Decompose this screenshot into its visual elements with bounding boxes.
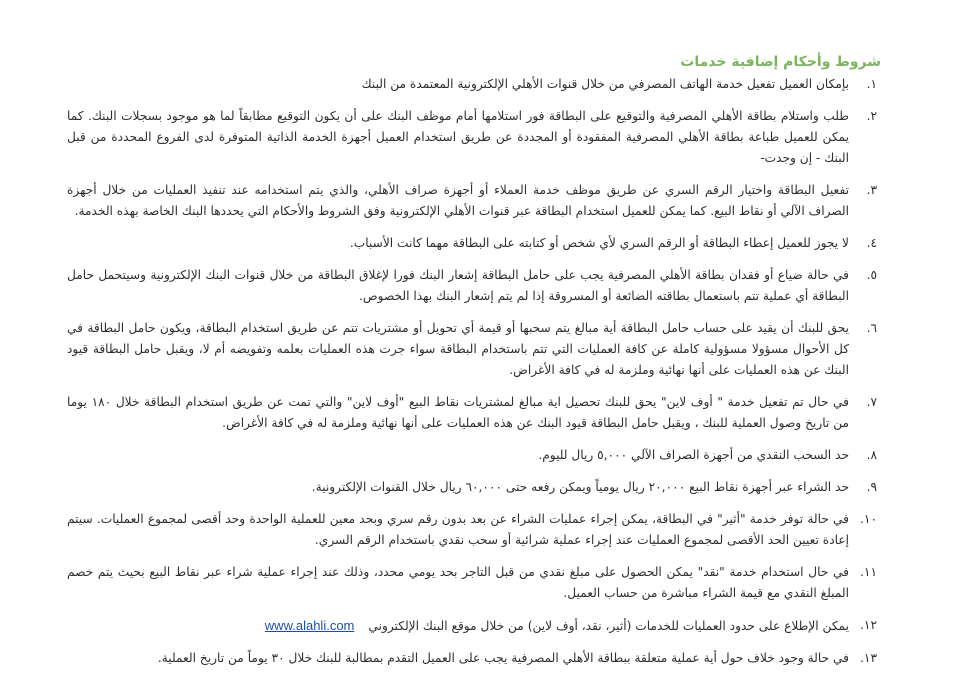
term-text: في حالة ضياع أو فقدان بطاقة الأهلي المصرفية يجب على حامل البطاقة إشعار البنك فورا لإغلاق البطاقة من خلال قنوات البنك الإلكترونية وسيتحمل حامل البطاقة أي عملية تتم باستعمال بطاقته الضائعة أو المسروقة إذا لم يتم إشعار البنك بهذا الخصوص.	[67, 268, 849, 303]
terms-document	[67, 52, 881, 669]
term-number: ١٢.	[860, 618, 877, 632]
bank-website-link[interactable]: www.alahli.com	[264, 618, 355, 633]
term-item-12	[67, 615, 881, 637]
term-number: ٥.	[866, 268, 877, 282]
term-text: طلب واستلام بطاقة الأهلي المصرفية والتوقيع على البطاقة فور استلامها أمام موظف البنك على أن يكون التوقيع مطابقاً لما هو موجود بسجلات البنك. كما يمكن للعميل طباعة بطاقة الأهلي المصرفية المفقودة أو المجددة عن طريق استخدام العميل أجهزة الخدمة الذاتية المتوفرة لدى الفروع المحددة من قبل البنك - إن وجدت-	[67, 109, 849, 165]
terms-list	[67, 74, 881, 669]
term-text: تفعيل البطاقة واختيار الرقم السري عن طريق موظف خدمة العملاء أو أجهزة صراف الأهلي، والذي يتم استخدامه عند تنفيذ العمليات من خلال أجهزة الصراف الآلي أو نقاط البيع. كما يمكن للعميل استخدام البطاقة عبر قنوات الأهلي الإلكترونية وفق الشروط والأحكام التي يحددها البنك الخاصة بهذه الخدمة.	[67, 183, 849, 218]
term-item-1	[67, 74, 881, 95]
term-item-9	[67, 477, 881, 498]
term-item-5	[67, 265, 881, 307]
term-text: في حال تم تفعيل خدمة " أوف لاين" يحق للبنك تحصيل اية مبالغ لمشتريات نقاط البيع "أوف لاين" والتي تمت عن طريق استخدام البطاقة خلال ١٨٠ يوما من تاريخ وصول العملية للبنك ، ويقبل حامل البطاقة قيود البنك عن هذه العمليات على أنها نهائية وملزمة له في كافة الأغراض.	[67, 395, 849, 430]
term-number: ٧.	[866, 395, 877, 409]
term-item-6	[67, 318, 881, 381]
term-text: بإمكان العميل تفعيل خدمة الهاتف المصرفي من خلال قنوات الأهلي الإلكترونية المعتمدة من البنك	[361, 77, 849, 91]
term-text: لا يجوز للعميل إعطاء البطاقة أو الرقم السري لأي شخص أو كتابته على البطاقة مهما كانت الأسباب.	[349, 236, 849, 250]
term-number: ١٣.	[860, 651, 877, 665]
term-item-11	[67, 562, 881, 604]
term-item-4	[67, 233, 881, 254]
term-text	[67, 615, 849, 637]
term-number: ١١.	[860, 565, 877, 579]
term-item-13	[67, 648, 881, 669]
term-number: ٩.	[866, 480, 877, 494]
term-item-7	[67, 392, 881, 434]
term-text: في حالة توفر خدمة "أثير" في البطاقة، يمكن إجراء عمليات الشراء عن بعد بدون رقم سري وبحد معين للعملية الواحدة وحد أقصى لمجموع العمليات. سيتم إعادة تعيين الحد الأقصى لمجموع العمليات عند إجراء عملية شرائية أو سحب نقدي باستخدام الرقم السري.	[67, 512, 849, 547]
term-text: في حالة وجود خلاف حول أية عملية متعلقة ببطاقة الأهلي المصرفية يجب على العميل التقدم بمطالبة للبنك خلال ٣٠ يوماً من تاريخ العملية.	[157, 651, 849, 665]
term-item-10	[67, 509, 881, 551]
term-item-8	[67, 445, 881, 466]
term-item-3	[67, 180, 881, 222]
term-text: يحق للبنك أن يقيد على حساب حامل البطاقة أية مبالغ يتم سحبها أو قيمة أي تحويل أو مشتريات تتم عن طريق استخدام البطاقة، ويكون حامل البطاقة في كل الأحوال مسؤولا مسؤولية كاملة عن كافة العمليات التي تتم باستخدام البطاقة سواء جرت هذه العمليات بعلمه وتفويضه أم لا، ويقبل حامل البطاقة قيود البنك عن هذه العمليات على أنها نهائية وملزمة له في كافة الأغراض.	[67, 321, 849, 377]
term-text-body: يمكن الإطلاع على حدود العمليات للخدمات (أثير، نقد، أوف لاين) من خلال موقع البنك الإلكتروني	[368, 619, 849, 633]
term-text: في حال استخدام خدمة "نقد" يمكن الحصول على مبلغ نقدي من قبل التاجر بحد يومي محدد، وذلك عند إجراء عملية شراء عبر نقاط البيع بحيث يتم خصم المبلغ النقدي مع قيمة الشراء مباشرة من حساب العميل.	[67, 565, 849, 600]
term-item-2	[67, 106, 881, 169]
term-number: ٢.	[866, 109, 877, 123]
term-text: حد الشراء عبر أجهزة نقاط البيع ٢٠,٠٠٠ ريال يومياً ويمكن رفعه حتى ٦٠,٠٠٠ ريال خلال القنوات الإلكترونية.	[311, 480, 849, 494]
term-number: ٨.	[866, 448, 877, 462]
term-number: ١.	[866, 77, 877, 91]
term-number: ٤.	[866, 236, 877, 250]
term-text: حد السحب النقدي من أجهزة الصراف الآلي ٥,٠٠٠ ريال لليوم.	[538, 448, 849, 462]
section-title: شروط وأحكام إضافية خدمات	[680, 54, 881, 70]
term-number: ٣.	[866, 183, 877, 197]
term-number: ١٠.	[860, 512, 877, 526]
term-number: ٦.	[866, 321, 877, 335]
